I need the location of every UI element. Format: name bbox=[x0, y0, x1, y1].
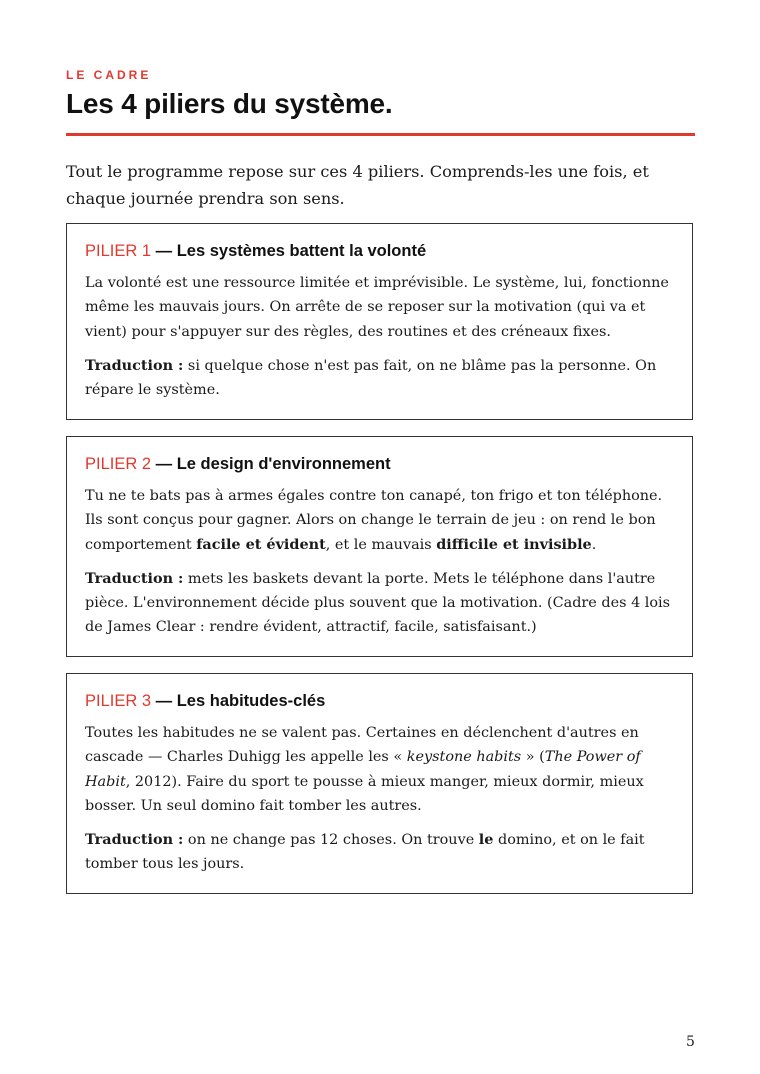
body-italic: The Power of Habit bbox=[85, 749, 641, 790]
pillar-card-3 bbox=[66, 673, 693, 894]
pillar-separator: — bbox=[151, 242, 177, 260]
pillar-translation bbox=[85, 567, 674, 640]
translation-text: mets les baskets devant la porte. Mets le téléphone dans l'autre pièce. L'environnement décide plus souvent que la motivation. (Cadre des 4 lois de James Clear : rendre évident, attractif, facile, satisfaisant.) bbox=[85, 570, 671, 636]
translation-emphasis: le bbox=[478, 831, 494, 849]
pillar-heading bbox=[85, 455, 674, 474]
pillar-separator: — bbox=[151, 692, 177, 710]
pillar-separator: — bbox=[151, 455, 177, 473]
pillar-card-2 bbox=[66, 436, 693, 657]
pillar-number: PILIER 3 bbox=[85, 692, 152, 710]
pillar-title: Les systèmes battent la volonté bbox=[176, 242, 427, 260]
pillar-translation bbox=[85, 828, 674, 877]
body-text: » ( bbox=[521, 749, 545, 766]
pillar-translation bbox=[85, 354, 674, 403]
body-emphasis: facile et évident bbox=[196, 535, 326, 553]
pillar-heading bbox=[85, 692, 674, 711]
translation-text: domino, et on le fait tomber tous les jours. bbox=[85, 832, 645, 873]
translation-text: on ne change pas 12 choses. On trouve bbox=[183, 832, 479, 849]
pillar-body bbox=[85, 484, 674, 557]
page-title: Les 4 piliers du système. bbox=[66, 88, 393, 119]
body-text: , et le mauvais bbox=[325, 536, 437, 553]
body-text: . bbox=[591, 536, 597, 553]
body-text: , 2012). Faire du sport te pousse à mieux manger, mieux dormir, mieux bosser. Un seul domino fait tomber les autres. bbox=[85, 773, 644, 814]
pillar-number: PILIER 1 bbox=[85, 242, 152, 260]
pillar-card-1 bbox=[66, 223, 693, 420]
intro-paragraph: Tout le programme repose sur ces 4 piliers. Comprends-les une fois, et chaque journée prendra son sens. bbox=[66, 162, 649, 208]
pillar-title: Les habitudes-clés bbox=[176, 692, 326, 710]
translation-label: Traduction : bbox=[85, 356, 184, 374]
translation-label: Traduction : bbox=[85, 831, 184, 849]
pillar-body: La volonté est une ressource limitée et imprévisible. Le système, lui, fonctionne même les mauvais jours. On arrête de se reposer sur la motivation (qui va et vient) pour s'appuyer sur des règles, des routines et des créneaux fixes. bbox=[85, 275, 669, 340]
body-emphasis: difficile et invisible bbox=[436, 535, 592, 553]
pillar-heading bbox=[85, 242, 674, 261]
pillar-title: Le design d'environnement bbox=[176, 455, 391, 473]
translation-text: si quelque chose n'est pas fait, on ne blâme pas la personne. On répare le système. bbox=[85, 357, 657, 399]
body-text: Toutes les habitudes ne se valent pas. Certaines en déclenchent d'autres en cascade — Charles Duhigg les appelle les « bbox=[85, 725, 639, 766]
section-kicker: LE CADRE bbox=[66, 68, 152, 82]
page-number: 5 bbox=[686, 1034, 695, 1050]
pillar-number: PILIER 2 bbox=[85, 455, 152, 473]
title-divider bbox=[66, 133, 695, 136]
body-italic: keystone habits bbox=[406, 749, 522, 766]
body-text: Tu ne te bats pas à armes égales contre ton canapé, ton frigo et ton téléphone. Ils sont conçus pour gagner. Alors on change le terrain de jeu : on rend le bon comportement bbox=[85, 488, 663, 553]
pillar-body bbox=[85, 721, 674, 818]
translation-label: Traduction : bbox=[85, 569, 184, 587]
